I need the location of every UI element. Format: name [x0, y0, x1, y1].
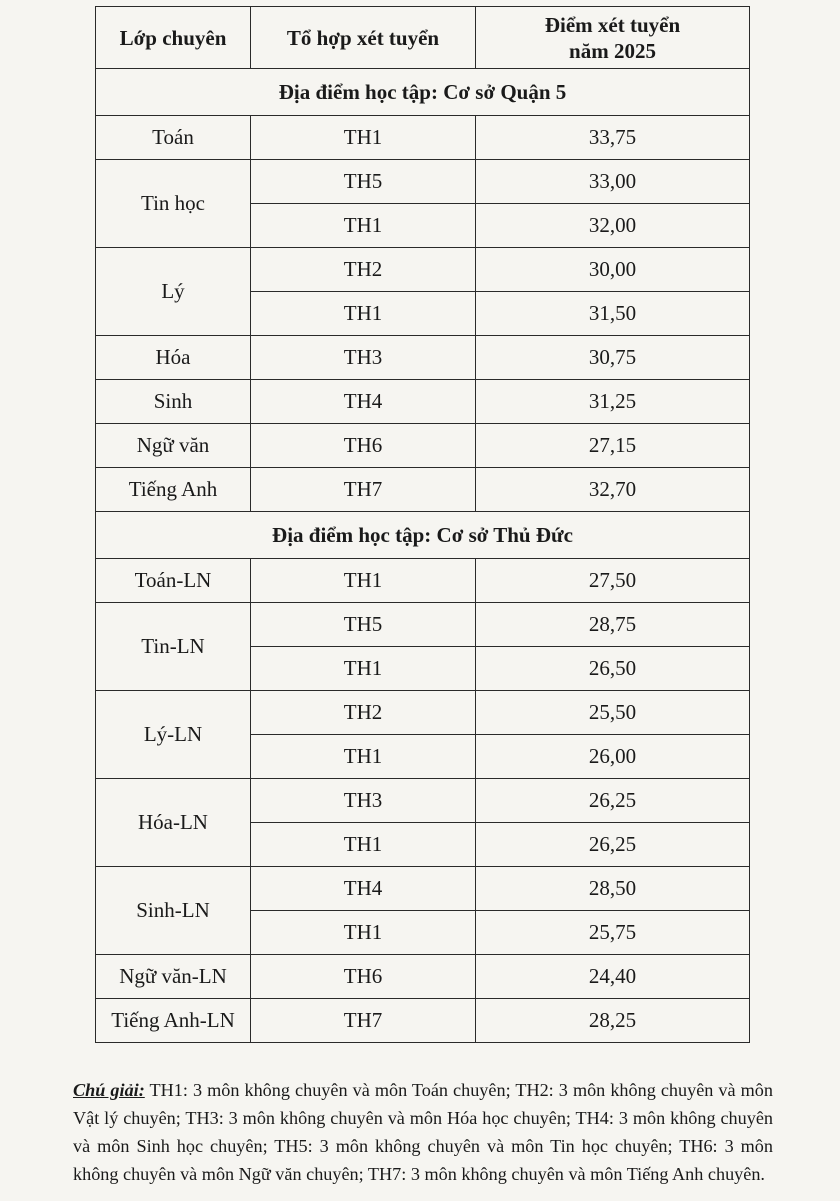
class-cell: Toán: [96, 116, 251, 160]
class-cell: Tin-LN: [96, 603, 251, 691]
footnote: [73, 1076, 773, 1188]
combo-cell: TH1: [251, 292, 476, 336]
section-row-section1: [96, 69, 750, 116]
combo-cell: TH1: [251, 559, 476, 603]
footnote-lead: Chú giải:: [73, 1080, 145, 1100]
table-row: [96, 955, 750, 999]
score-table-wrapper: [95, 6, 749, 1043]
table-row: [96, 248, 750, 292]
table-row: [96, 424, 750, 468]
score-cell: 26,25: [476, 779, 750, 823]
combo-cell: TH3: [251, 336, 476, 380]
combo-cell: TH1: [251, 647, 476, 691]
class-cell: Sinh: [96, 380, 251, 424]
score-cell: 32,00: [476, 204, 750, 248]
section-title: Địa điểm học tập: Cơ sở Thủ Đức: [96, 512, 750, 559]
score-cell: 25,75: [476, 911, 750, 955]
table-row: [96, 336, 750, 380]
score-cell: 33,00: [476, 160, 750, 204]
admission-score-table: [95, 6, 750, 1043]
table-row: [96, 468, 750, 512]
score-cell: 28,50: [476, 867, 750, 911]
combo-cell: TH5: [251, 603, 476, 647]
class-cell: Ngữ văn-LN: [96, 955, 251, 999]
class-cell: Ngữ văn: [96, 424, 251, 468]
class-cell: Tiếng Anh: [96, 468, 251, 512]
score-cell: 28,25: [476, 999, 750, 1043]
class-cell: Toán-LN: [96, 559, 251, 603]
score-cell: 31,50: [476, 292, 750, 336]
score-cell: 28,75: [476, 603, 750, 647]
header-combo: Tổ hợp xét tuyển: [251, 7, 476, 69]
class-cell: Lý-LN: [96, 691, 251, 779]
class-cell: Hóa-LN: [96, 779, 251, 867]
combo-cell: TH2: [251, 691, 476, 735]
class-cell: Tiếng Anh-LN: [96, 999, 251, 1043]
table-body: [96, 69, 750, 1043]
score-cell: 32,70: [476, 468, 750, 512]
table-row: [96, 999, 750, 1043]
combo-cell: TH1: [251, 823, 476, 867]
section-row-section2: [96, 512, 750, 559]
combo-cell: TH7: [251, 999, 476, 1043]
footnote-text: TH1: 3 môn không chuyên và môn Toán chuyên; TH2: 3 môn không chuyên và môn Vật lý chuyên; TH3: 3 môn không chuyên và môn Hóa học chuyên; TH4: 3 môn không chuyên và môn Sinh học chuyên; TH5: 3 môn không chuyên và môn Tin học chuyên; TH6: 3 môn không chuyên và môn Ngữ văn chuyên; TH7: 3 môn không chuyên và môn Tiếng Anh chuyên.: [73, 1080, 773, 1184]
table-row: [96, 603, 750, 647]
table-row: [96, 867, 750, 911]
combo-cell: TH1: [251, 735, 476, 779]
table-header-row: [96, 7, 750, 69]
combo-cell: TH1: [251, 116, 476, 160]
header-class: Lớp chuyên: [96, 7, 251, 69]
table-row: [96, 160, 750, 204]
combo-cell: TH1: [251, 204, 476, 248]
combo-cell: TH7: [251, 468, 476, 512]
score-cell: 27,50: [476, 559, 750, 603]
class-cell: Hóa: [96, 336, 251, 380]
combo-cell: TH4: [251, 867, 476, 911]
combo-cell: TH5: [251, 160, 476, 204]
table-row: [96, 779, 750, 823]
class-cell: Tin học: [96, 160, 251, 248]
score-cell: 27,15: [476, 424, 750, 468]
score-cell: 26,00: [476, 735, 750, 779]
class-cell: Sinh-LN: [96, 867, 251, 955]
combo-cell: TH6: [251, 424, 476, 468]
score-cell: 26,25: [476, 823, 750, 867]
score-cell: 30,00: [476, 248, 750, 292]
combo-cell: TH3: [251, 779, 476, 823]
score-cell: 33,75: [476, 116, 750, 160]
header-score-line1: Điểm xét tuyển: [544, 12, 681, 37]
score-cell: 31,25: [476, 380, 750, 424]
header-score-line2: năm 2025: [569, 38, 656, 63]
combo-cell: TH1: [251, 911, 476, 955]
score-cell: 26,50: [476, 647, 750, 691]
table-row: [96, 559, 750, 603]
class-cell: Lý: [96, 248, 251, 336]
table-row: [96, 691, 750, 735]
table-row: [96, 380, 750, 424]
combo-cell: TH4: [251, 380, 476, 424]
score-cell: 30,75: [476, 336, 750, 380]
score-cell: 24,40: [476, 955, 750, 999]
combo-cell: TH2: [251, 248, 476, 292]
combo-cell: TH6: [251, 955, 476, 999]
table-row: [96, 116, 750, 160]
header-score: [476, 7, 750, 69]
section-title: Địa điểm học tập: Cơ sở Quận 5: [96, 69, 750, 116]
score-cell: 25,50: [476, 691, 750, 735]
